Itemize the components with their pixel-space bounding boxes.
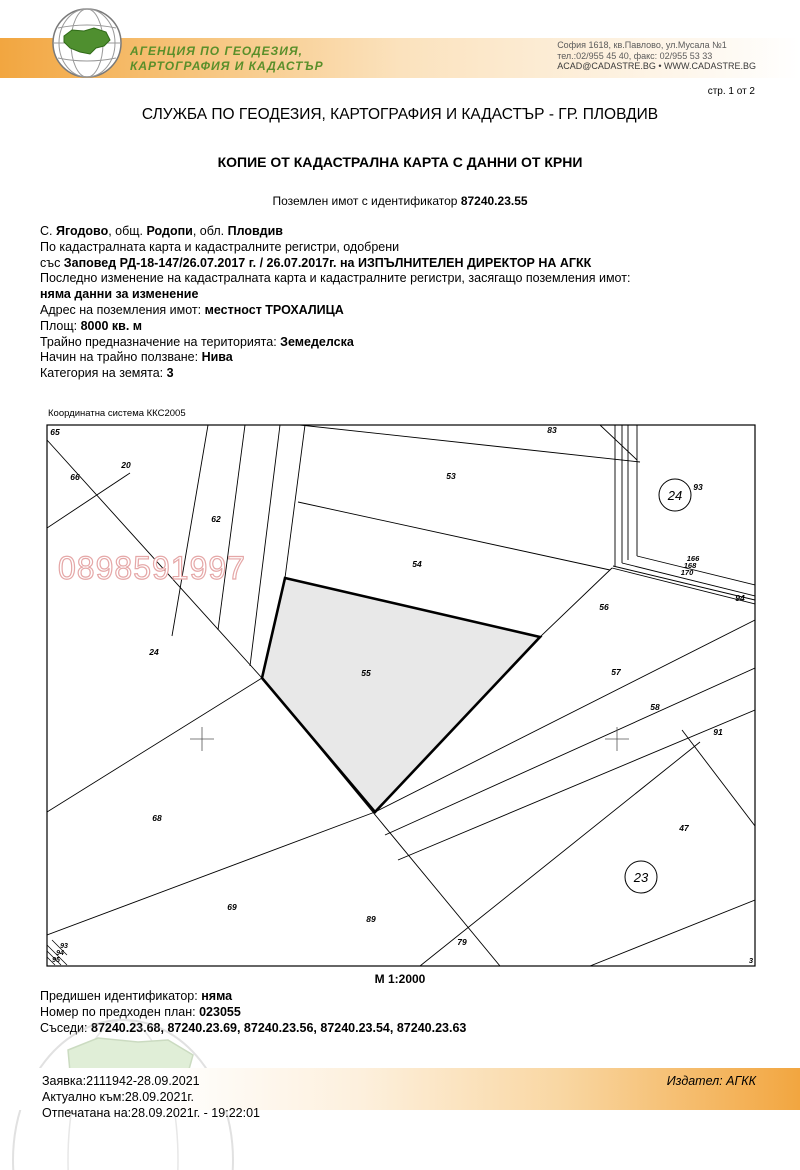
property-identifier: 87240.23.55 xyxy=(460,194,528,208)
parcel-label: 166 xyxy=(686,554,700,563)
last-change-text: няма данни за изменение xyxy=(40,287,199,302)
page-number: стр. 1 от 2 xyxy=(707,86,755,97)
area-value: 8000 кв. м xyxy=(80,318,143,333)
neighbors-value: 87240.23.68, 87240.23.69, 87240.23.56, 87240.23.54, 87240.23.63 xyxy=(91,1020,467,1035)
region: Пловдив xyxy=(227,224,283,238)
issuer: Издател: АГКК xyxy=(666,1074,756,1088)
order: Заповед РД-18-147/26.07.2017 г. / 26.07.2017г. на ИЗПЪЛНИТЕЛЕН ДИРЕКТОР НА АГКК xyxy=(63,255,592,270)
address-value: местност ТРОХАЛИЦА xyxy=(204,302,344,317)
purpose-value: Земеделска xyxy=(280,334,354,349)
parcel-label: 170 xyxy=(680,568,694,577)
last-change-line: Последно изменение на кадастралната карта и кадастралните регистри, засягащо поземления имот: xyxy=(40,271,631,286)
approved-line: По кадастралната карта и кадастралните регистри, одобрени xyxy=(40,239,400,254)
previous-id-line xyxy=(40,989,466,1005)
parcel-label: 53 xyxy=(446,471,456,481)
parcel-label: 94 xyxy=(735,593,745,603)
previous-id-value: няма xyxy=(201,989,233,1003)
previous-plan-label: Номер по предходен план: xyxy=(40,1004,200,1019)
village-prefix: С. xyxy=(40,224,56,238)
block-number: 23 xyxy=(633,870,649,885)
parcel-label: 94 xyxy=(56,950,64,957)
parcel-label: 69 xyxy=(227,902,237,912)
service-title: СЛУЖБА ПО ГЕОДЕЗИЯ, КАРТОГРАФИЯ И КАДАСТЪР - ГР. ПЛОВДИВ xyxy=(141,106,659,123)
map-scale: М 1:2000 xyxy=(374,972,426,986)
parcel-label: 83 xyxy=(547,425,557,435)
parcel-label: 168 xyxy=(683,561,697,570)
municipality-prefix: , общ. xyxy=(108,224,147,238)
parcel-label: 3 xyxy=(748,956,754,965)
current-as-of-line: Актуално към:28.09.2021г. xyxy=(42,1089,194,1104)
municipality: Родопи xyxy=(146,224,193,238)
parcel-label: 62 xyxy=(211,514,221,524)
parcel-label: 89 xyxy=(366,914,376,924)
agency-name-line2: КАРТОГРАФИЯ И КАДАСТЪР xyxy=(130,59,324,73)
parcel-label: 58 xyxy=(650,702,660,712)
parcel-label: 66 xyxy=(70,472,80,482)
parcel-label: 24 xyxy=(149,647,159,657)
order-prefix: със xyxy=(40,255,64,270)
highlighted-parcel-55 xyxy=(262,578,540,812)
previous-id-label: Предишен идентификатор: xyxy=(40,989,202,1003)
document-title: КОПИЕ ОТ КАДАСТРАЛНА КАРТА С ДАННИ ОТ КРНИ xyxy=(217,154,583,170)
village: Ягодово xyxy=(55,224,109,238)
area-label: Площ: xyxy=(40,318,81,333)
agency-name-line1: АГЕНЦИЯ ПО ГЕОДЕЗИЯ, xyxy=(130,44,303,58)
parcel-label: 56 xyxy=(599,602,609,612)
previous-plan-value: 023055 xyxy=(199,1004,241,1019)
parcel-label: 20 xyxy=(121,460,131,470)
property-identifier-label: Поземлен имот с идентификатор xyxy=(272,194,461,208)
parcel-label: 47 xyxy=(679,823,689,833)
request-line: Заявка:2111942-28.09.2021 xyxy=(42,1074,200,1088)
block-number: 24 xyxy=(667,488,683,503)
parcel-label: 79 xyxy=(457,937,467,947)
parcel-label: 93 xyxy=(693,482,703,492)
neighbors-label: Съседи: xyxy=(40,1020,91,1035)
parcel-label: 57 xyxy=(611,667,621,677)
parcel-label: 91 xyxy=(713,727,723,737)
agency-phone: тел.:02/955 45 40, факс: 02/955 53 33 xyxy=(557,50,713,61)
address-label: Адрес на поземления имот: xyxy=(40,302,205,317)
parcel-label: 55 xyxy=(361,668,371,678)
footer-info xyxy=(42,1074,260,1121)
parcel-label: 65 xyxy=(50,427,60,437)
coordinate-system-label: Координатна система ККС2005 xyxy=(48,408,186,419)
category-value: 3 xyxy=(166,366,174,381)
usage-value: Нива xyxy=(201,350,233,365)
phone-watermark: 0898591997 xyxy=(58,550,246,586)
agency-web: ACAD@CADASTRE.BG • WWW.CADASTRE.BG xyxy=(557,61,756,71)
parcel-label: 54 xyxy=(412,559,422,569)
purpose-label: Трайно предназначение на територията: xyxy=(40,334,281,349)
agency-address: София 1618, кв.Павлово, ул.Мусала №1 xyxy=(557,40,727,50)
parcel-label: 93 xyxy=(60,943,68,950)
parcel-label: 95 xyxy=(52,957,60,964)
category-label: Категория на земята: xyxy=(40,366,167,381)
parcel-label: 68 xyxy=(152,813,162,823)
usage-label: Начин на трайно ползване: xyxy=(40,350,202,365)
printed-line: Отпечатана на:28.09.2021г. - 19:22:01 xyxy=(42,1105,260,1120)
region-prefix: , обл. xyxy=(192,224,228,238)
